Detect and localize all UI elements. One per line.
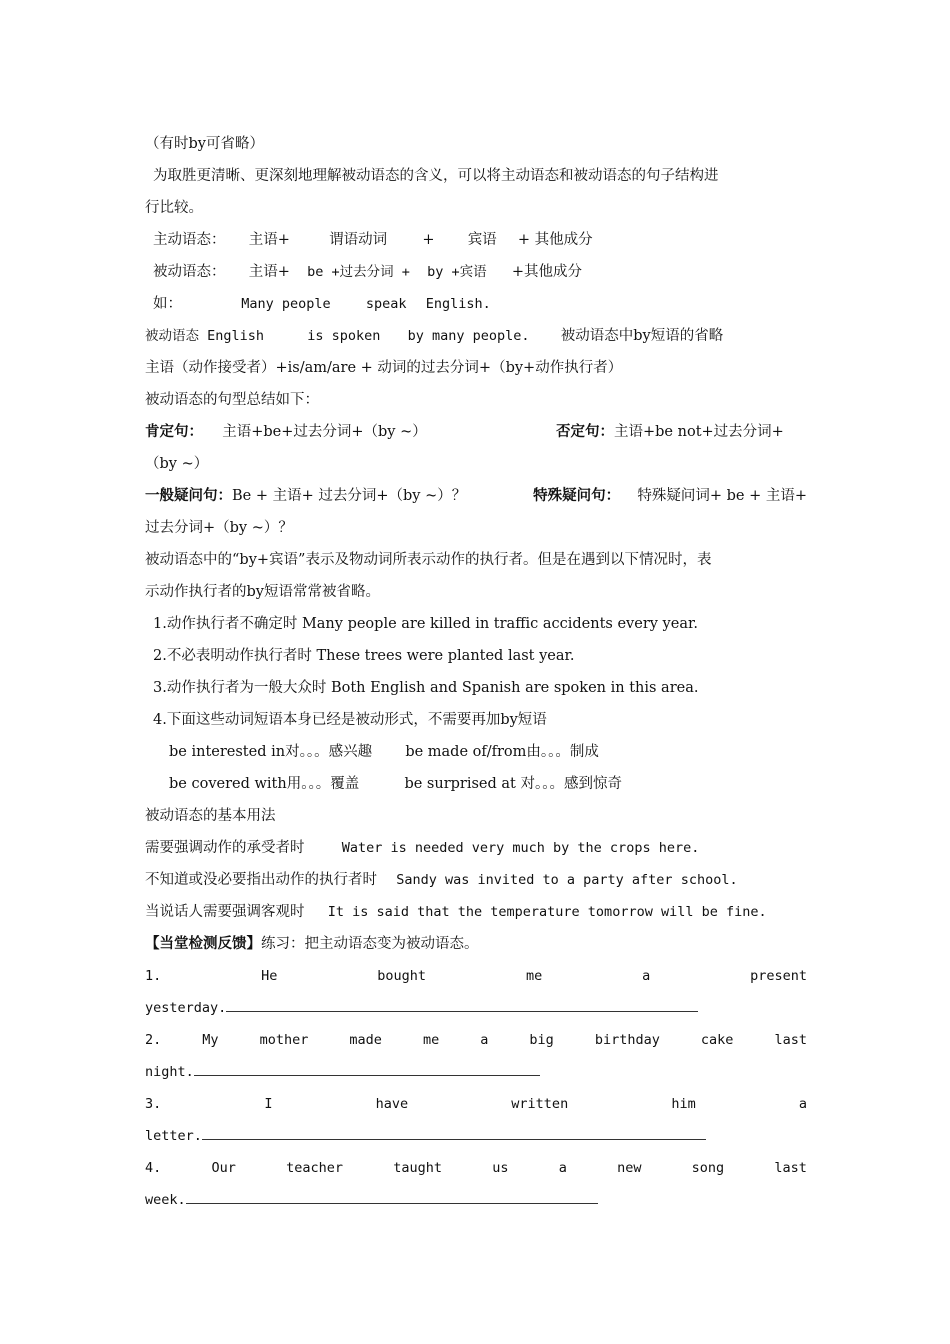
phrase: be covered with用。。。覆盖 <box>169 776 360 792</box>
exercise-3-line <box>145 1088 807 1120</box>
example-label: 如： <box>153 296 182 312</box>
exercise-word: new <box>617 1160 642 1176</box>
exercise-4-line <box>145 1152 807 1184</box>
example-passive-part: is spoken <box>307 328 381 344</box>
usage-1 <box>145 832 807 864</box>
active-structure <box>145 224 807 256</box>
exercise-end-word: letter. <box>145 1128 202 1144</box>
phrase: be interested in对。。。感兴趣 <box>169 744 373 760</box>
passive-part: +其他成分 <box>511 264 582 280</box>
exercise-word: made <box>349 1032 382 1048</box>
answer-blank[interactable] <box>186 1185 598 1204</box>
usage-cn: 需要强调动作的承受者时 <box>145 840 305 856</box>
special-question-label: 特殊疑问句： <box>533 488 621 504</box>
passive-label: 被动语态： <box>153 264 226 280</box>
exercise-1-line <box>145 960 807 992</box>
general-question-label: 一般疑问句： <box>145 488 232 504</box>
passive-part: by +宾语 <box>427 264 487 280</box>
passive-part: be +过去分词 + <box>307 264 410 280</box>
usage-3 <box>145 896 807 928</box>
exercise-word: 1. <box>145 968 162 984</box>
exercise-word: I <box>264 1096 273 1112</box>
exercise-word: present <box>750 968 807 984</box>
answer-blank[interactable] <box>194 1057 540 1076</box>
passive-structure <box>145 256 807 288</box>
special-question-continuation: 过去分词+（by ~）？ <box>145 520 293 536</box>
exercise-word: bought <box>377 968 427 984</box>
active-part: 主语+ <box>248 232 290 248</box>
phrase: be surprised at 对。。。感到惊奇 <box>404 776 622 792</box>
exercise-word: birthday <box>594 1032 660 1048</box>
negative-label: 否定句： <box>556 424 614 440</box>
example-passive <box>145 320 807 352</box>
usage-title: 被动语态的基本用法 <box>145 808 276 824</box>
exercise-word: 3. <box>145 1096 162 1112</box>
exercise-word: a <box>558 1160 567 1176</box>
omission-case-3: 3.动作执行者为一般大众时 Both English and Spanish are spoken in this area. <box>153 680 699 696</box>
passive-part: 主语+ <box>248 264 290 280</box>
usage-en: It is said that the temperature tomorrow will be fine. <box>327 904 767 920</box>
intro-line-1: 为取胜更清晰、更深刻地理解被动语态的含义，可以将主动语态和被动语态的句子结构进 <box>153 168 719 184</box>
usage-en: Water is needed very much by the crops here. <box>341 840 700 856</box>
special-question-text: 特殊疑问词+ be + 主语+ <box>637 488 807 504</box>
affirm-text: 主语+be+过去分词+（by ~） <box>222 424 427 440</box>
general-question-text: Be + 主语+ 过去分词+（by ~）？ <box>232 488 467 504</box>
example-passive-part: 被动语态中by短语的省略 <box>560 328 724 344</box>
exercise-word: big <box>529 1032 554 1048</box>
exercise-word: My <box>202 1032 219 1048</box>
exercise-word: cake <box>700 1032 734 1048</box>
exercise-word: mother <box>259 1032 309 1048</box>
exercise-1-answer <box>145 992 807 1024</box>
exercise-word: song <box>691 1160 725 1176</box>
exercise-word: written <box>511 1096 569 1112</box>
active-part: + <box>422 232 435 248</box>
exercise-word: Our <box>211 1160 236 1176</box>
exercise-word: a <box>798 1096 807 1112</box>
negative-text: 主语+be not+过去分词+ <box>614 424 784 440</box>
example-active <box>145 288 807 320</box>
question-line <box>145 480 807 512</box>
document-page <box>145 128 807 1216</box>
exercise-word: have <box>375 1096 409 1112</box>
example-part: speak <box>365 296 407 312</box>
active-part: 宾语 <box>467 232 497 248</box>
usage-cn: 当说话人需要强调客观时 <box>145 904 305 920</box>
exercise-4-answer <box>145 1184 807 1216</box>
feedback-text: 练习：把主动语态变为被动语态。 <box>261 936 479 952</box>
usage-cn: 不知道或没必要指出动作的执行者时 <box>145 872 377 888</box>
feedback-heading <box>145 928 807 960</box>
exercise-word: teacher <box>286 1160 343 1176</box>
usage-en: Sandy was invited to a party after school. <box>396 872 738 888</box>
phrase-row-1 <box>145 736 807 768</box>
exercise-word: last <box>774 1160 807 1176</box>
exercise-word: a <box>480 1032 489 1048</box>
omission-case-2: 2.不必表明动作执行者时 These trees were planted last year. <box>153 648 575 664</box>
example-part: English. <box>425 296 491 312</box>
example-passive-part: 被动语态 English <box>145 328 265 344</box>
exercise-end-word: yesterday. <box>145 1000 227 1016</box>
exercise-word: me <box>525 968 543 984</box>
example-part: Many people <box>241 296 331 312</box>
exercise-word: last <box>774 1032 807 1048</box>
by-explanation-2: 示动作执行者的by短语常常被省略。 <box>145 584 380 600</box>
active-part: + 其他成分 <box>517 232 593 248</box>
affirm-label: 肯定句： <box>145 424 203 440</box>
exercise-2-answer <box>145 1056 807 1088</box>
feedback-label: 【当堂检测反馈】 <box>145 936 261 952</box>
exercise-3-answer <box>145 1120 807 1152</box>
active-label: 主动语态： <box>153 232 226 248</box>
exercise-word: 4. <box>145 1160 162 1176</box>
note-line: （有时by可省略） <box>145 136 264 152</box>
negative-continuation: （by ~） <box>145 456 209 472</box>
exercise-word: He <box>261 968 278 984</box>
exercise-2-line <box>145 1024 807 1056</box>
subject-formula: 主语（动作接受者）+is/am/are + 动词的过去分词+（by+动作执行者） <box>145 360 623 376</box>
exercise-word: him <box>671 1096 696 1112</box>
intro-line-2: 行比较。 <box>145 200 203 216</box>
exercise-end-word: night. <box>145 1064 194 1080</box>
exercise-word: a <box>642 968 651 984</box>
usage-2 <box>145 864 807 896</box>
omission-case-4: 4.下面这些动词短语本身已经是被动形式，不需要再加by短语 <box>153 712 547 728</box>
exercise-word: 2. <box>145 1032 162 1048</box>
answer-blank[interactable] <box>226 993 698 1012</box>
affirm-negative-line <box>145 416 807 448</box>
by-explanation-1: 被动语态中的“by+宾语”表示及物动词所表示动作的执行者。但是在遇到以下情况时，表 <box>145 552 712 568</box>
exercise-word: us <box>492 1160 509 1176</box>
phrase: be made of/from由。。。制成 <box>405 744 599 760</box>
answer-blank[interactable] <box>202 1121 706 1140</box>
exercise-word: me <box>422 1032 440 1048</box>
omission-case-text: 1.动作执行者不确定时 Many people are killed in traffic accidents every year. <box>153 616 698 632</box>
example-passive-part: by many people. <box>407 328 530 344</box>
exercise-end-word: week. <box>145 1192 186 1208</box>
exercise-word: taught <box>393 1160 442 1176</box>
summary-heading: 被动语态的句型总结如下： <box>145 392 319 408</box>
omission-case-1 <box>145 608 807 640</box>
phrase-row-2 <box>145 768 807 800</box>
active-part: 谓语动词 <box>329 232 388 248</box>
